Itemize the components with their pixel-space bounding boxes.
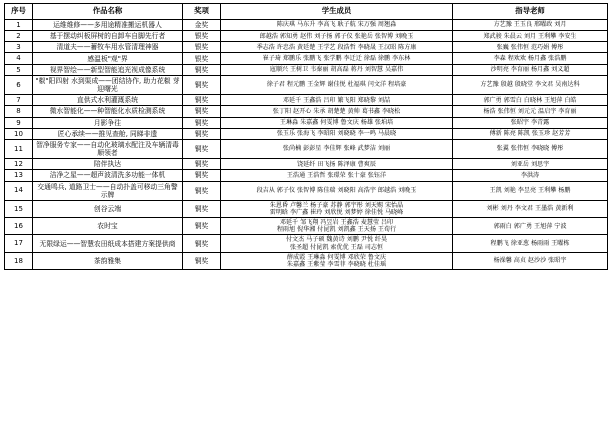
cell-advisors-line: 方艺豫 王玉良 邢曜政 刘月 (493, 21, 567, 29)
cell-student-members (221, 140, 453, 159)
cell-student-members-line: 雷明晗 李广鑫 崔玲 刘欣悦 刘梦婷 徐佳悦 马晓峰 (269, 208, 404, 216)
column-header-members: 学生成员 (221, 4, 453, 20)
cell-student-members-line: 陈庆琪 马东升 李高飞 耿子航 宋万强 周翘淼 (276, 21, 397, 29)
cell-advisors (453, 95, 608, 106)
cell-award: 铜奖 (183, 95, 221, 106)
table-row (5, 235, 608, 252)
cell-index: 6 (5, 75, 33, 94)
column-header-name: 作品名称 (33, 4, 183, 20)
cell-advisors (453, 53, 608, 64)
cell-student-members-line: 付文杰 马子硕 魏黄诗 刘鹏 尹悦 纤昊 (285, 236, 388, 244)
cell-award: 铜奖 (183, 106, 221, 117)
cell-advisors-line: 杨澡馨 高贞 赵沙沙 张昭宇 (493, 257, 567, 265)
cell-advisors (453, 159, 608, 170)
cell-advisors (453, 30, 608, 41)
cell-award: 铜奖 (183, 140, 221, 159)
cell-student-members-line: 程雨旭 倪华湘 付昆凯 刘凯鑫 王天扬 王荀行 (276, 226, 397, 234)
table-row (5, 140, 608, 159)
cell-project-name: 感温板"观"界 (33, 53, 183, 64)
cell-student-members-line: 薛成霞 王琳淼 何雯博 邓欣荣 鲁文庆 (286, 253, 387, 261)
cell-advisors-line: 刘彬 刘丹 李文君 王墨浩 黄新利 (486, 205, 574, 213)
cell-advisors (453, 200, 608, 217)
cell-advisors (453, 64, 608, 75)
table-row (5, 19, 608, 30)
cell-project-name: 月影争往 (33, 117, 183, 128)
cell-index: 5 (5, 64, 33, 75)
cell-student-members-line: 徐子君 程元鹏 王金辉 谢佳悦 杜福琪 闫文洋 程培豪 (266, 81, 407, 89)
cell-index: 8 (5, 106, 33, 117)
cell-advisors (453, 128, 608, 139)
cell-index: 16 (5, 217, 33, 234)
cell-award: 铜奖 (183, 170, 221, 181)
cell-advisors (453, 170, 608, 181)
cell-student-members (221, 64, 453, 75)
cell-project-name: "椒"阳四射 水到渠成——团结协作, 助力花椒 芽迎曙光 (33, 75, 183, 94)
cell-student-members (221, 128, 453, 139)
column-header-index: 序号 (5, 4, 33, 20)
cell-index: 13 (5, 170, 33, 181)
cell-award: 铜奖 (183, 217, 221, 234)
cell-student-members-line: 饶延纤 田飞扬 陈泽康 曹爽辰 (297, 160, 376, 168)
cell-advisors-line: 杨浩 张伟恒 刘元元 温启宇 李育丽 (483, 107, 577, 115)
cell-advisors-line: 张翼 张伟恒 李晓晓 傅彤 (496, 145, 564, 153)
table-row (5, 200, 608, 217)
table-row (5, 181, 608, 200)
cell-index: 10 (5, 128, 33, 139)
cell-project-name: 创谷云端 (33, 200, 183, 217)
cell-index: 9 (5, 117, 33, 128)
table-row (5, 117, 608, 128)
cell-student-members (221, 75, 453, 94)
cell-advisors (453, 140, 608, 159)
cell-advisors (453, 235, 608, 252)
cell-project-name: 陪伴执达 (33, 159, 183, 170)
cell-advisors (453, 181, 608, 200)
cell-student-members (221, 252, 453, 269)
cell-index: 14 (5, 181, 33, 200)
cell-student-members-line: 寇顺兴 王树卫 韦秦丽 胡高磊 蒋丹 刘智慧 吴嘉伟 (269, 66, 404, 74)
cell-advisors (453, 217, 608, 234)
cell-student-members-line: 邓延千 王鑫浩 吕印 繁飞阳 郑晓黎 刘喆 (282, 96, 391, 104)
table-row (5, 95, 608, 106)
cell-student-members-line: 郎越浩 郭知勇 赵伟 刘子扬 郭子仪 张艳岳 张智博 刘晚玉 (259, 32, 414, 40)
cell-index: 12 (5, 159, 33, 170)
table-row (5, 170, 608, 181)
cell-student-members (221, 181, 453, 200)
cell-advisors-line: 刘亚岳 刘思宇 (510, 160, 550, 168)
cell-advisors-line: 张昭宇 李青露 (510, 119, 550, 127)
cell-award: 铜奖 (183, 235, 221, 252)
cell-student-members-line: 崔子琦 郑鹏乐 张鹏飞 张学鹏 李迁迁 徐磊 徐鹏 李东林 (262, 55, 411, 63)
cell-award: 铜奖 (183, 181, 221, 200)
cell-advisors-line: 沙明亮 李育丽 杨月鑫 刘义超 (490, 66, 570, 74)
cell-project-name: 清道夫——蓄牧车用水管清理神器 (33, 42, 183, 53)
cell-advisors (453, 106, 608, 117)
cell-advisors-line: 程鹏飞 徐亚葱 杨雨雨 王曜栋 (490, 239, 570, 247)
column-header-award: 奖项 (183, 4, 221, 20)
cell-student-members-line: 王浩通 王浩哲 张璟荣 张十豪 张钰洋 (286, 171, 387, 179)
cell-advisors (453, 42, 608, 53)
table-row (5, 30, 608, 41)
cell-advisors (453, 117, 608, 128)
cell-project-name: 匠心承续——推见查舱, 同睇非遗 (33, 128, 183, 139)
table-header-row (5, 4, 608, 20)
cell-index: 4 (5, 53, 33, 64)
cell-award: 铜奖 (183, 75, 221, 94)
cell-advisors-line: 李森 程欢欢 杨月鑫 张浩鹏 (493, 55, 567, 63)
cell-student-members-line: 邓延千 邹飞翔 冯昱岩 王鑫浩 麦慧莹 吕印 (279, 218, 394, 226)
cell-project-name: 交通鸣兵, 道路卫士——自动扑盖可移动三角警示牌 (33, 181, 183, 200)
cell-index: 11 (5, 140, 33, 159)
cell-student-members-line: 张圣超 付昆凯 索优优 王磊 司志恒 (289, 243, 384, 251)
cell-project-name: 智净服务专家——自动化玻璃水配注及车辆清毒顺领者 (33, 140, 183, 159)
table-row (5, 42, 608, 53)
cell-index: 3 (5, 42, 33, 53)
cell-student-members (221, 30, 453, 41)
table-row (5, 75, 608, 94)
cell-project-name: 农时宝 (33, 217, 183, 234)
cell-index: 15 (5, 200, 33, 217)
cell-project-name: 茶韵雅集 (33, 252, 183, 269)
table-row (5, 106, 608, 117)
cell-award: 银奖 (183, 53, 221, 64)
cell-student-members (221, 53, 453, 64)
cell-index: 17 (5, 235, 33, 252)
cell-index: 2 (5, 30, 33, 41)
table-row (5, 128, 608, 139)
cell-award: 银奖 (183, 42, 221, 53)
cell-student-members-line: 季志浩 许忠浩 黄廷楚 王学艺 段浩哲 李晓晟 王汉昭 陈方康 (256, 43, 417, 51)
cell-award: 铜奖 (183, 159, 221, 170)
table-row (5, 64, 608, 75)
cell-student-members (221, 42, 453, 53)
cell-project-name: 洁净之星——超声波清洗多功能一体机 (33, 170, 183, 181)
cell-index: 1 (5, 19, 33, 30)
cell-advisors-line: 方艺豫 殷越 殷晓堂 李文君 吴南达科 (480, 81, 580, 89)
cell-student-members-line: 段吉从 郭子仪 张智博 陈佳瑞 刘晓阳 高浩宇 郎越浩 刘晚玉 (256, 186, 417, 194)
cell-advisors-line: 郑武骏 朱晨云 刘月 王利攀 李安生 (483, 32, 577, 40)
cell-award: 铜奖 (183, 200, 221, 217)
cell-award: 铜奖 (183, 128, 221, 139)
cell-student-members (221, 159, 453, 170)
column-header-teachers: 指导老师 (453, 4, 608, 20)
table-body (5, 19, 608, 269)
cell-project-name: 直供式水利灌溉系统 (33, 95, 183, 106)
cell-award: 铜奖 (183, 117, 221, 128)
cell-student-members-line: 朱嘉鑫 王紫莹 李雪菲 李晓晓 杜佳瑶 (286, 260, 387, 268)
cell-student-members (221, 200, 453, 217)
cell-project-name: 微水智能化——种智能化水质检测系统 (33, 106, 183, 117)
cell-award: 铜奖 (183, 252, 221, 269)
cell-advisors-line: 李洪涛 (520, 171, 540, 179)
cell-award: 金奖 (183, 19, 221, 30)
cell-student-members-line: 王琳淼 朱嘉鑫 何雯博 鲁文庆 杨雄 张垍培 (279, 119, 394, 127)
cell-student-members-line: 张尚楠 彭彭星 李佳辉 张峰 武梦洁 刘丽 (282, 145, 391, 153)
cell-advisors (453, 252, 608, 269)
table-row (5, 252, 608, 269)
cell-advisors (453, 19, 608, 30)
cell-advisors-line: 郭雨白 郭广勇 王旭萍 宁波 (493, 222, 567, 230)
cell-student-members-line: 张丁阳 赵开心 朱承 胡楚楚 黄帅 葛书鑫 李晓松 (272, 107, 401, 115)
cell-student-members (221, 170, 453, 181)
cell-student-members (221, 19, 453, 30)
cell-student-members (221, 117, 453, 128)
cell-advisors-line: 张巍 张伟恒 范巧娟 傅彤 (496, 43, 564, 51)
cell-project-name: 基于摆动纠板屏树的自卸车自脚先行者 (33, 30, 183, 41)
cell-project-name: 运维维修——多用途精准搬运机器人 (33, 19, 183, 30)
cell-student-members-line: 朱恩昏 卢馨兰 杨子豪 苏静 郭宇彤 刘天赐 宋怡晶 (269, 201, 404, 209)
cell-student-members (221, 95, 453, 106)
table-row (5, 217, 608, 234)
cell-project-name: 视界智绘——新型智能追光视成像系统 (33, 64, 183, 75)
cell-student-members (221, 217, 453, 234)
cell-advisors-line: 王凯 刘艳 李昱亮 王利攀 杨鹏 (489, 186, 571, 194)
cell-student-members (221, 106, 453, 117)
table-row (5, 53, 608, 64)
cell-advisors-line: 傅新 陈亮 陈凯 张玉珍 赵芳芳 (489, 130, 571, 138)
cell-index: 7 (5, 95, 33, 106)
cell-advisors (453, 75, 608, 94)
cell-award: 铜奖 (183, 64, 221, 75)
table-row (5, 159, 608, 170)
competition-results-table (4, 3, 608, 270)
cell-index: 18 (5, 252, 33, 269)
cell-student-members-line: 张玉乐 张海飞 李昭阳 刘晓晓 李一鸣 马晨晓 (276, 130, 397, 138)
cell-advisors-line: 郭广勇 郭雪白 白晓林 王旭萍 白皓 (483, 96, 577, 104)
cell-award: 银奖 (183, 30, 221, 41)
cell-student-members (221, 235, 453, 252)
cell-project-name: 无限绿运——智慧农田纸成本搭建方案提供商 (33, 235, 183, 252)
